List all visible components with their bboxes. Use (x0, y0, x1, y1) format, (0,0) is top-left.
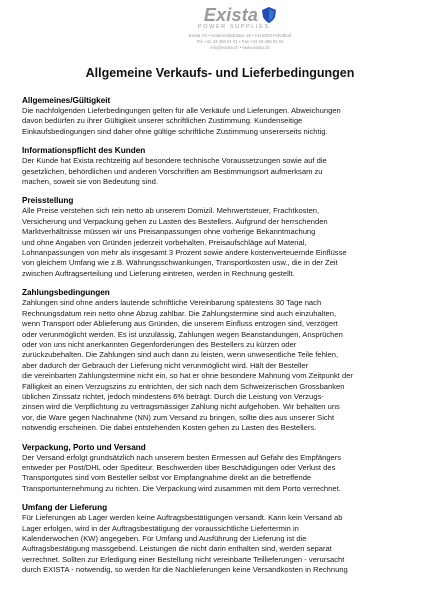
section-body: Der Versand erfolgt grundsätzlich nach unserem besten Ermessen auf Gefahr des Empfängers entweder per Post/DHL oder Spediteur. Beschwerden über Beschädigungen oder Verlust des Transportgutes sind vom Besteller selbst vor Empfangnahme direkt an die betreffende Transportunternehmung zu richten. Die Verpackung wird zusammen mit dem Porto verrechnet. (22, 452, 342, 493)
section-heading: Allgemeines/Gültigkeit (22, 96, 111, 105)
brand-name: Exista (203, 5, 259, 25)
section-body: Alle Preise verstehen sich rein netto ab unserem Domizil. Mehrwertsteuer, Frachtkosten, Versicherung und Verpackung gehen zu Lasten des Bestellers. Aufgrund der herrschenden Marktverhältnisse müssen wir uns Preisanpassungen ohne vorherige Bekanntmachung und ohne Angaben von Gründen jederzeit vorbehalten. Preisaufschläge auf Material, Lohnanpassungen von mehr als insgesamt 3 Prozent sowie andere kostenverteuernde Einflüsse von gleichem Umfang wie z.B. Währungsschwankungen, Transportkosten usw., die in der Zeit zwischen Auftragserteilung und Lieferung eintreten, werden in Rechnung gestellt. (22, 206, 347, 278)
address-line: Exista AG • Undermülistrasse 18 • CH-8320 Fehraltorf (188, 33, 292, 38)
section-pricing (22, 196, 422, 279)
section-payment (22, 288, 422, 433)
section-general (22, 96, 422, 137)
brand-subtitle: POWER SUPPLIES (198, 24, 270, 30)
section-heading: Preisstellung (22, 196, 74, 206)
section-body: Der Kunde hat Exista rechtzeitig auf besondere technische Voraussetzungen sowie auf die gesetzlichen, behördlichen und anderen Vorschriften am Bestimmungsort aufmerksam zu machen, soweit sie von Bedeutung sind. (22, 156, 327, 187)
shield-logo-icon (262, 7, 276, 23)
page-title: Allgemeine Verkaufs- und Lieferbedingungen (85, 66, 355, 80)
section-heading: Umfang der Lieferung (22, 503, 108, 513)
section-body: Für Lieferungen ab Lager werden keine Auftragsbestätigungen versandt. Kann kein Versand ab Lager erfolgen, wird in der Auftragsbestätigung der voraussichtliche Liefertermin in Kalenderwochen (KW) angegeben. Für Umfang und Ausführung der Lieferung ist die Auftragsbestätigung massgebend. Leistungen die nicht darin enthalten sind, werden separat verrechnet. Sollten zur Erledigung einer Bestellung nicht vereinbarte Teillieferungen - verursacht durch EXISTA - notwendig, so werden für die Nachlieferungen keine Versandkosten in Rechnung (22, 513, 348, 575)
section-heading: Informationspflicht des Kunden (22, 146, 146, 156)
address-line: info@exista.ch • www.exista.ch (210, 45, 270, 50)
terms-content (22, 96, 422, 585)
section-heading: Zahlungsbedingungen (22, 288, 110, 298)
section-shipping (22, 443, 422, 495)
section-body: Zahlungen sind ohne anders lautende schriftliche Vereinbarung spätestens 30 Tage nach Rechnungsdatum rein netto ohne Abzug zahlbar. Die Zahlungstermine sind auch einzuhalten, wenn Transport oder Ablieferung aus Gründen, die unserem Einfluss entzogen sind, verzögert oder verunmöglicht werden. Es ist unzulässig, Zahlungen wegen Beanstandungen, Ansprüchen oder von uns nicht anerkannten Gegenforderungen des Bestellers zu kürzen oder zurückzubehalten. Die Zahlungen sind auch dann zu leisten, wenn unwesentliche Teile fehlen, aber dadurch der Gebrauch der Lieferung nicht verunmöglicht wird. Hält der Besteller die vereinbarten Zahlungstermine nicht ein, so hat er ohne besondere Mahnung vom Zeitpunkt der Fälligkeit an einen Verzugszins zu entrichten, der sich nach dem Schweizerischen Grossbanken üblichen Zinssatz richtet, jedoch mindestens 6% beträgt. Durch die Leistung von Verzugs- zinsen wird die Verpflichtung zu vertragsmässiger Zahlung nicht aufgehoben. Wir behalten uns vor, die Ware gegen Nachnahme (NN) zum Versand zu bringen, sollte dies aus unserer Sicht notwendig erscheinen. Die dabei entstehenden Kosten gehen zu Lasten des Bestellers. (22, 298, 353, 433)
section-delivery-scope (22, 503, 422, 575)
section-body: Die nachfolgenden Lieferbedingungen gelten für alle Verkäufe und Lieferungen. Abweichungen davon bedürfen zu ihrer Gültigkeit unserer schriftlichen Zustimmung. Kundenseitige Einkaufsbedingungen sind daher ohne gültige schriftliche Zustimmung unsererseits nichtig. (22, 106, 341, 136)
letterhead (180, 6, 300, 51)
section-heading: Verpackung, Porto und Versand (22, 442, 146, 452)
section-customer-duty (22, 146, 422, 187)
address-line: Tel. +41 43 256 01 01 • Fax +41 43 256 01 02 (196, 39, 284, 44)
address-block (180, 33, 300, 51)
company-logo (180, 6, 300, 24)
